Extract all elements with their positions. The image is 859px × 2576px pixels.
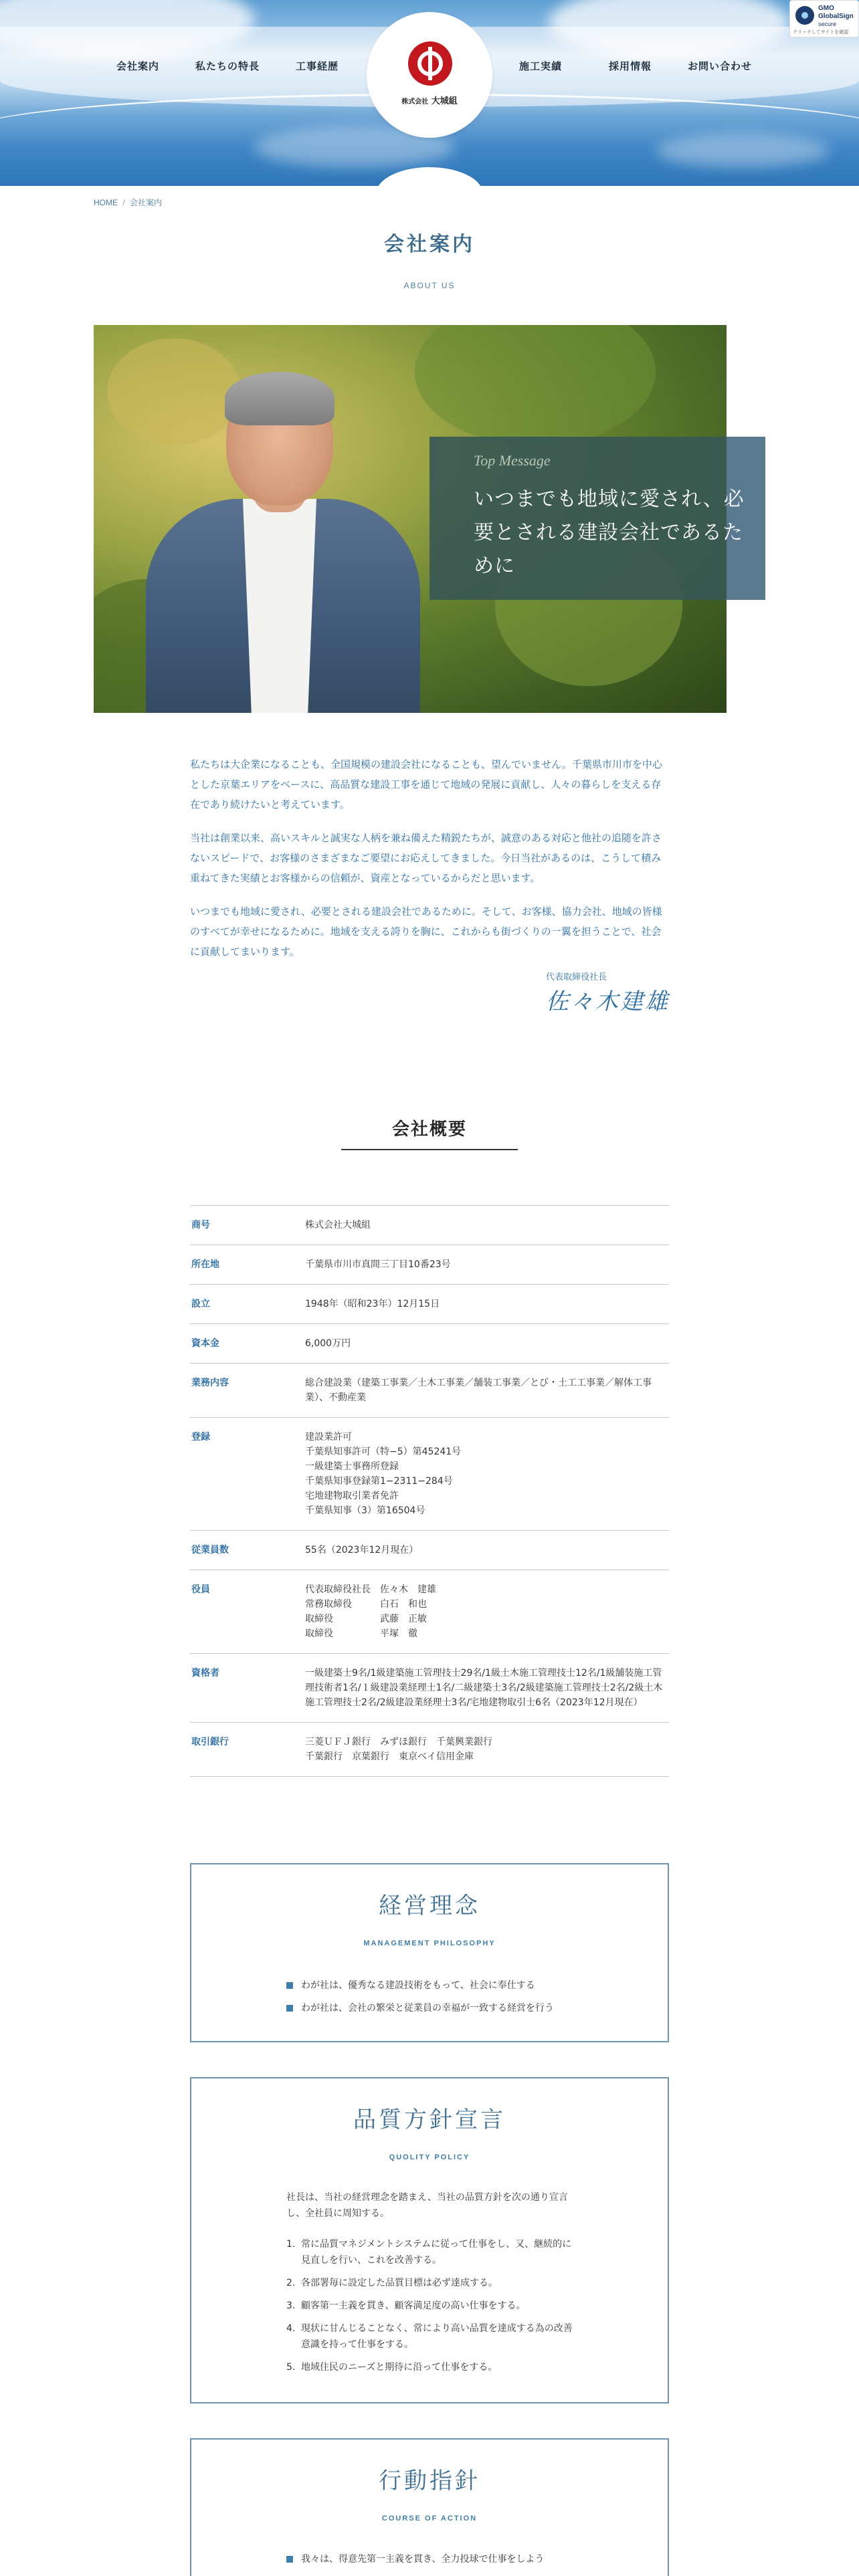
action-card — [190, 2438, 669, 2576]
philosophy-card — [190, 1863, 669, 2042]
table-row — [190, 1206, 669, 1245]
quality-list — [286, 2236, 581, 2382]
item-text: 地域住民のニーズと期待に沿って仕事をする。 — [301, 2362, 498, 2373]
item-text: 顧客第一主義を貫き、顧客満足度の高い仕事をする。 — [301, 2300, 526, 2311]
list-item — [286, 2359, 581, 2375]
signature: 佐々木建雄 — [546, 988, 670, 1015]
card-subtitle: MANAGEMENT PHILOSOPHY — [363, 1939, 496, 1947]
row-value: 総合建設業（建築工事業／土木工事業／舗装工事業／とび・土工工事業／解体工事業）、不動産業 — [305, 1378, 652, 1403]
item-text: 現状に甘んじることなく、常により高い品質を達成する為の改善意識を持って仕事をする。 — [301, 2323, 573, 2350]
action-list — [286, 2548, 634, 2571]
card-title: 品質方針宣言 — [353, 2107, 506, 2133]
logo-text[interactable] — [375, 94, 484, 106]
logo-name: 大城組 — [431, 96, 458, 106]
nav-recruit[interactable]: 採用情報 — [609, 61, 652, 72]
logo-icon[interactable] — [408, 41, 452, 86]
philosophy-list — [286, 1974, 634, 2020]
row-label: 従業員数 — [191, 1545, 229, 1555]
row-label: 所在地 — [191, 1259, 219, 1270]
row-value: 株式会社大城組 — [305, 1220, 371, 1230]
nav-history[interactable]: 工事経歴 — [296, 61, 339, 72]
list-item: わが社は、優秀なる建設技術をもって、社会に奉仕する — [286, 1974, 634, 1997]
nav-features[interactable]: 私たちの特長 — [195, 61, 260, 72]
item-text: 常に品質マネジメントシステムに従って仕事をし、又、継続的に見直しを行い、これを改善する。 — [301, 2239, 572, 2266]
list-item — [286, 2321, 581, 2353]
card-title: 行動指針 — [379, 2468, 480, 2494]
row-label: 登録 — [191, 1432, 210, 1442]
nav-company[interactable]: 会社案内 — [116, 61, 160, 72]
item-number: 2. — [286, 2278, 296, 2288]
item-number: 5. — [286, 2362, 296, 2373]
badge-text: GMO — [818, 5, 834, 12]
row-value: 代表取締役社長 佐々木 建雄 常務取締役 白石 和也 取締役 武藤 正敏 取締役 平塚 徹 — [305, 1584, 436, 1639]
table-row — [190, 1418, 669, 1531]
list-item: わが社は、会社の繁栄と従業員の幸福が一致する経営を行う — [286, 1997, 634, 2020]
hero-eyebrow: Top Message — [474, 452, 551, 469]
table-row — [190, 1364, 669, 1418]
signature-title: 代表取締役社長 — [546, 972, 607, 982]
company-overview-table — [190, 1205, 669, 1777]
list-item — [286, 2236, 581, 2268]
breadcrumb — [94, 197, 162, 208]
row-label: 役員 — [191, 1584, 210, 1595]
table-row — [190, 1531, 669, 1570]
card-subtitle: COURSE OF ACTION — [381, 2514, 478, 2523]
row-label: 資本金 — [191, 1338, 219, 1349]
message-paragraph: 当社は創業以来、高いスキルと誠実な人柄を兼ね備えた精鋭たちが、誠意のある対応と他社の追随を許さないスピードで、お客様のさまざまなご要望にお応えしてきました。今日当社があるのは、こうして積み重ねてきた実績とお客様からの信頼が、資産となっているからだと思います。 — [190, 832, 662, 884]
header-bump — [376, 167, 483, 221]
quality-intro: 社長は、当社の経営理念を踏まえ、当社の品質方針を次の通り宣言し、全社員に周知する。 — [286, 2192, 568, 2219]
card-title: 経営理念 — [379, 1893, 480, 1919]
badge-text: GlobalSign — [818, 13, 854, 20]
item-text: 各部署毎に設定した品質目標は必ず達成する。 — [301, 2278, 498, 2288]
breadcrumb-separator: / — [122, 198, 125, 207]
row-label: 商号 — [191, 1220, 210, 1230]
row-value: 建設業許可 千葉県知事許可（特−5）第45241号 一級建築士事務所登録 千葉県知事登録第1−2311−284号 宅地建物取引業者免許 千葉県知事（3）第16504号 — [305, 1432, 462, 1516]
hero-heading: いつまでも地域に愛され、必要とされる建設会社であるために — [474, 488, 745, 578]
row-label: 取引銀行 — [191, 1737, 229, 1747]
security-eye-icon — [795, 6, 814, 25]
message-paragraph: 私たちは大企業になることも、全国規模の建設会社になることも、望んでいません。千葉県市川市を中心とした京葉エリアをベースに、高品質な建設工事を通じて地域の発展に貢献し、人々の暮らしを支える存在であり続けたいと考えています。 — [190, 758, 662, 811]
message-paragraph: いつまでも地域に愛され、必要とされる建設会社であるために。そして、お客様、協力会社、地域の皆様のすべてが幸せになるために。地域を支える誇りを胸に、これからも街づくりの一翼を担うことで、社会に貢献してまいります。 — [190, 905, 662, 958]
item-number: 1. — [286, 2239, 296, 2250]
row-value: 一級建築士9名/1級建築施工管理技士29名/1級土木施工管理技士12名/1級舗装施工管理技術者1名/１級建設業経理士1名/二級建築士3名/2級建築施工管理技士2名/2級土木施工管理技士2名/2級建設業経理士3名/宅地建物取引士6名（2023年12月現在） — [305, 1668, 663, 1708]
president-photo — [146, 365, 420, 713]
row-label: 設立 — [191, 1299, 210, 1309]
list-item: 我々は、得意先第一主義を貫き、全力投球で仕事をしよう — [286, 2548, 634, 2571]
item-number: 4. — [286, 2323, 296, 2334]
president-message — [190, 754, 669, 975]
foliage — [415, 325, 656, 445]
item-number: 3. — [286, 2300, 296, 2311]
nav-contact[interactable]: お問い合わせ — [688, 61, 753, 72]
card-subtitle: QUOLITY POLICY — [389, 2153, 470, 2161]
page-subtitle: ABOUT US — [403, 281, 456, 290]
table-row — [190, 1570, 669, 1654]
badge-text: クリックしてサイトを確認 — [793, 29, 849, 35]
logo-small: 株式会社 — [401, 98, 429, 106]
table-row — [190, 1654, 669, 1723]
list-item — [286, 2298, 581, 2314]
list-item — [286, 2275, 581, 2291]
cloud — [656, 134, 830, 167]
row-value: 6,000万円 — [305, 1338, 351, 1349]
breadcrumb-home[interactable]: HOME — [94, 198, 118, 207]
badge-text: secure — [818, 21, 837, 27]
breadcrumb-current: 会社案内 — [130, 198, 163, 207]
table-row — [190, 1723, 669, 1777]
title-underline — [341, 1149, 518, 1150]
table-row — [190, 1324, 669, 1364]
page-title: 会社案内 — [384, 233, 475, 256]
row-value: 千葉県市川市真間三丁目10番23号 — [305, 1259, 451, 1270]
table-row — [190, 1285, 669, 1324]
row-value: 三菱ＵＦＪ銀行 みずほ銀行 千葉興業銀行 千葉銀行 京葉銀行 東京ベイ信用金庫 — [305, 1737, 492, 1762]
row-value: 1948年（昭和23年）12月15日 — [305, 1299, 440, 1309]
row-label: 資格者 — [191, 1668, 219, 1679]
security-badge[interactable] — [789, 0, 859, 37]
overview-title: 会社概要 — [391, 1119, 467, 1140]
row-label: 業務内容 — [191, 1378, 229, 1388]
table-row — [190, 1245, 669, 1285]
row-value: 55名（2023年12月現在） — [305, 1545, 419, 1555]
nav-works[interactable]: 施工実績 — [519, 61, 563, 72]
quality-policy-card — [190, 2077, 669, 2403]
